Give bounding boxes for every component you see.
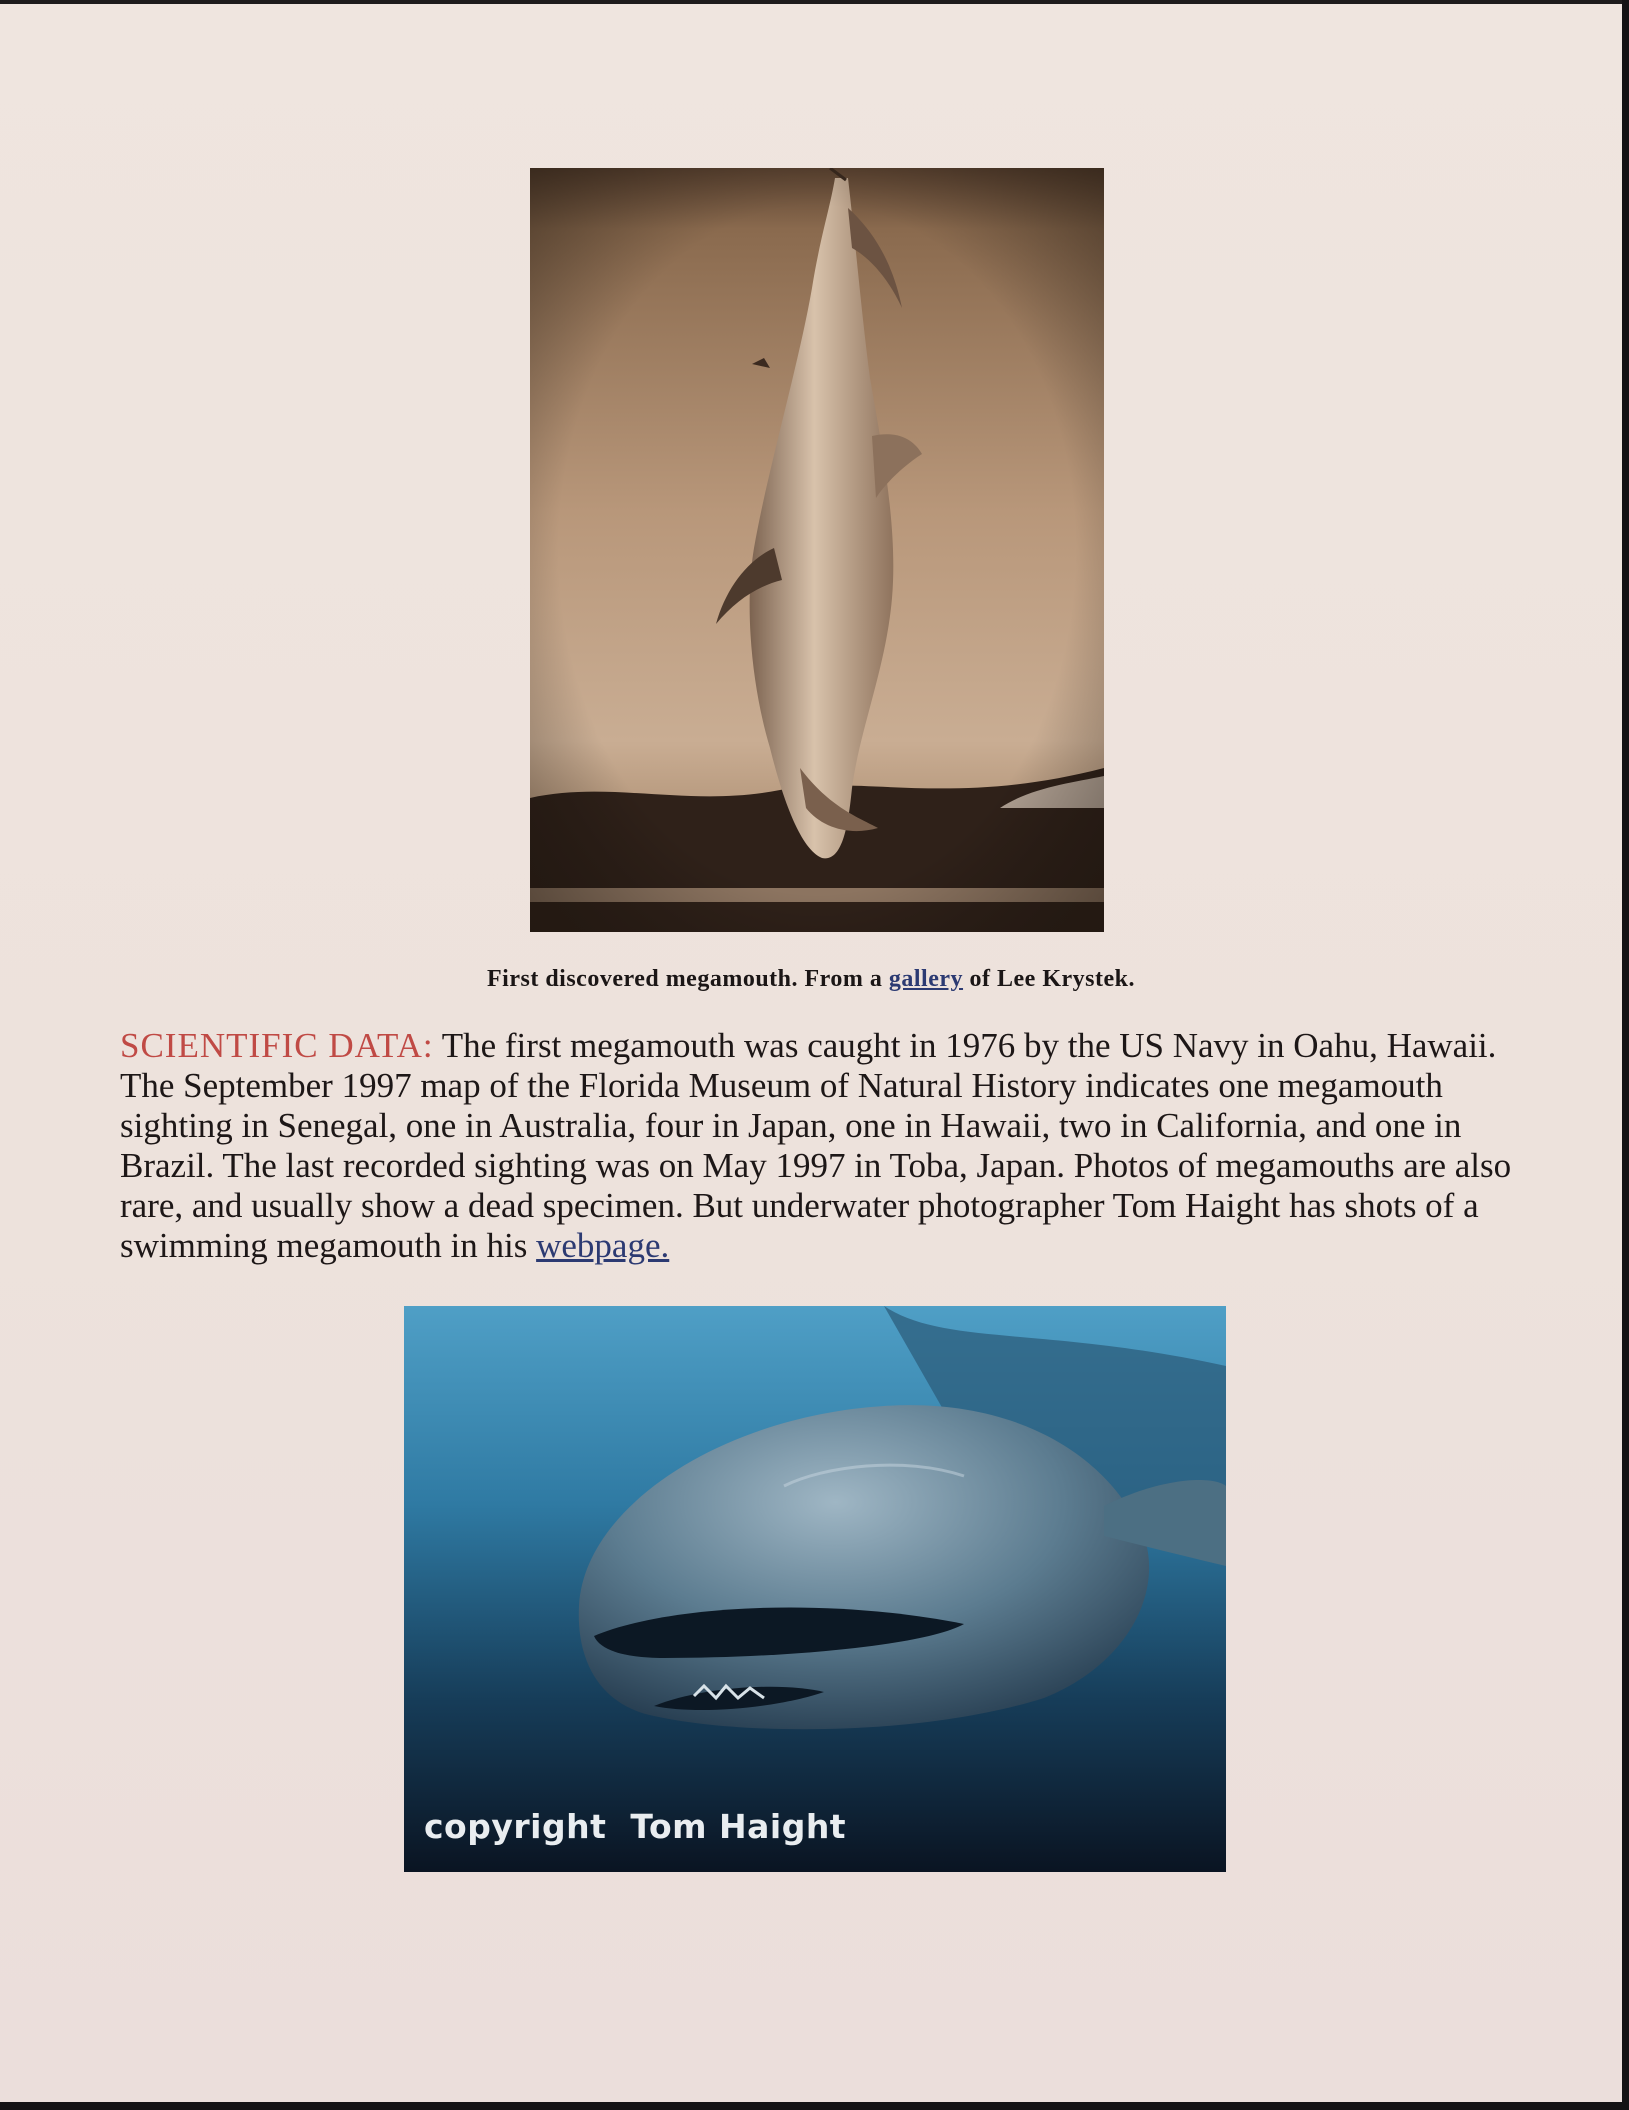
hanging-megamouth-image [530,168,1104,932]
document-page [0,4,1622,2102]
hanging-megamouth-photo [530,168,1104,932]
scientific-data-paragraph [120,1026,1540,1266]
photo-caption [0,966,1622,993]
caption-text-before: First discovered megamouth. From a [487,966,889,992]
gallery-link[interactable]: gallery [888,966,964,992]
webpage-link[interactable]: webpage. [536,1226,670,1265]
scan-edge-bottom [0,2102,1629,2110]
scientific-data-text: The first megamouth was caught in 1976 by the US Navy in Oahu, Hawaii. The September 1997 map of the Florida Museum of Natural History indicates one megamouth sighting in Senegal, one in Australia, four in Japan, one in Hawaii, two in California, and one in Brazil. The last recorded sighting was on May 1997 in Toba, Japan. Photos of megamouths are also rare, and usually show a dead specimen. But underwater photographer Tom Haight has shots of a swimming megamouth in his [120,1026,1512,1265]
copyright-overlay: copyright Tom Haight [424,1807,847,1846]
swimming-megamouth-image [404,1306,1226,1872]
scientific-data-label: SCIENTIFIC DATA: [120,1026,434,1065]
caption-text-after: of Lee Krystek. [963,966,1135,992]
scan-edge-right [1622,0,1629,2110]
swimming-megamouth-photo [404,1306,1226,1872]
